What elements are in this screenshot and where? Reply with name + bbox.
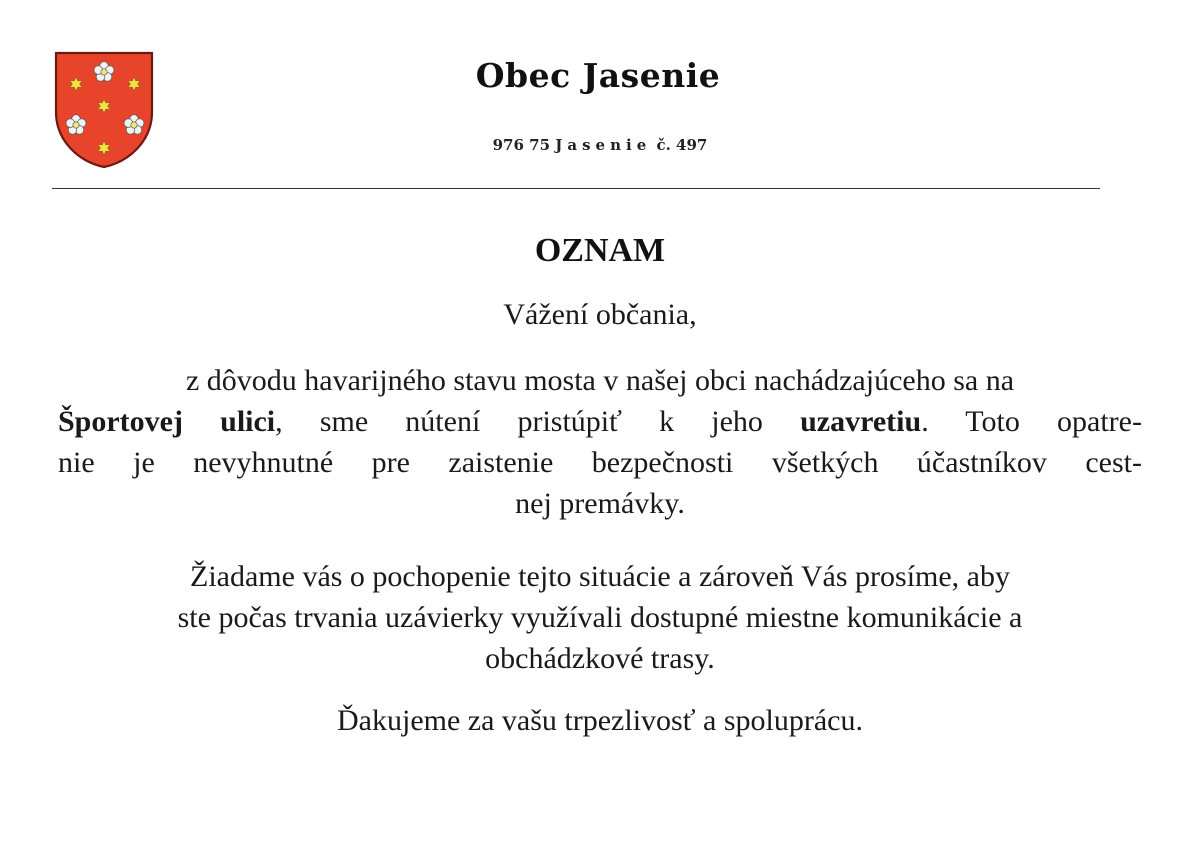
address-town: Jasenie xyxy=(555,136,652,154)
header-divider xyxy=(52,188,1100,189)
municipality-address xyxy=(0,136,1200,154)
paragraph1-line4: nej premávky. xyxy=(515,487,685,520)
paragraph-detour-request xyxy=(58,556,1142,679)
paragraph1-line1: z dôvodu havarijného stavu mosta v našej obci nachádzajúceho sa na xyxy=(185,364,1015,397)
municipality-title: Obec Jasenie xyxy=(475,56,721,95)
paragraph-bridge-closure xyxy=(58,360,1142,524)
address-zip: 976 75 xyxy=(492,136,551,154)
paragraph2-line1: Žiadame vás o pochopenie tejto situácie a zároveň Vás prosíme, aby xyxy=(190,560,1010,593)
paragraph1-line2: Športovej ulici, sme nútení pristúpiť k jeho uzavretiu. Toto opatre- xyxy=(58,405,1142,438)
address-number: č. 497 xyxy=(656,136,708,154)
paragraph1-line3: nie je nevyhnutné pre zaistenie bezpečnosti všetkých účastníkov cest- xyxy=(58,446,1142,479)
notice-title: OZNAM xyxy=(534,232,666,269)
paragraph2-line3: obchádzkové trasy. xyxy=(485,642,715,675)
salutation: Vážení občania, xyxy=(503,298,697,331)
closing-thanks xyxy=(58,700,1142,741)
closure-word: uzavretiu xyxy=(800,405,922,438)
closing-line: Ďakujeme za vašu trpezlivosť a spoluprácu. xyxy=(337,704,863,737)
paragraph2-line2: ste počas trvania uzávierky využívali dostupné miestne komunikácie a xyxy=(177,601,1023,634)
street-name: Športovej ulici xyxy=(58,405,276,438)
